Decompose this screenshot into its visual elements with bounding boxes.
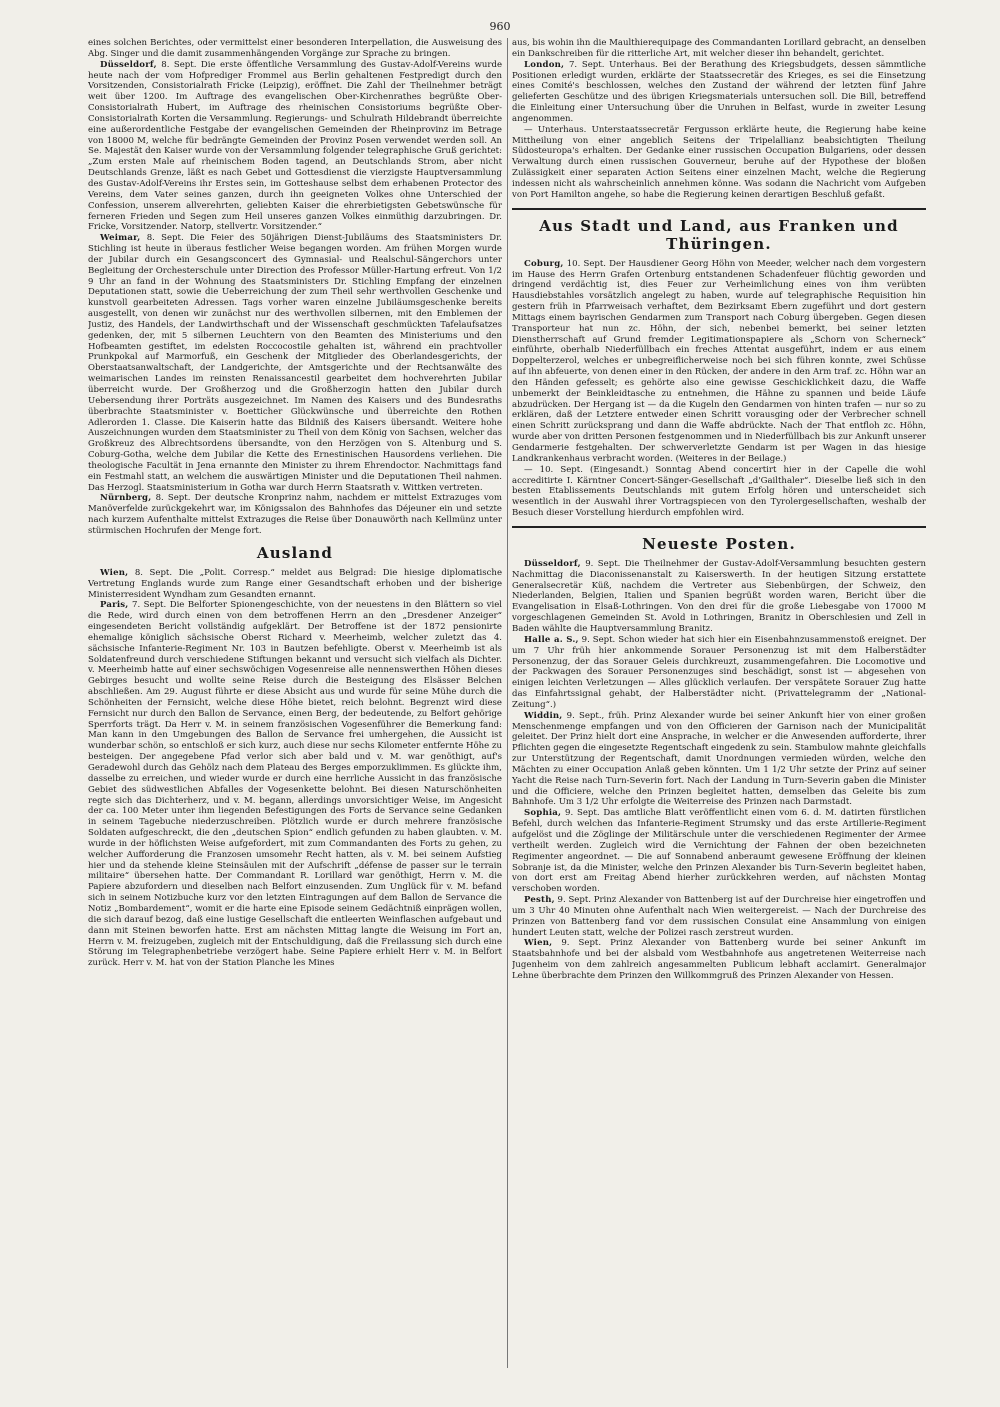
article-text: 7. Sept. Die Belforter Spionengeschichte, von der neuestens in den Blättern so viel die Rede, wird durch einen von dem betroffenen Herrn an den „Dresdener Anzeiger“ eingesendeten Bericht vollständig aufgeklärt. Der Betroffene ist der 1872 pensionirte ehemalige königlich sächsische Oberst Richard v. Meerheimb, welcher zuletzt das 4. sächsische Infanterie-Regiment Nr. 103 in Bautzen befehligte. Oberst v. Meerheimb ist als Soldatenfreund durch verschiedene Stiftungen bekannt und versucht sich vielfach als Dichter. v. Meerheimb hatte auf einer sechswöchigen Vogesenreise alle nennenswerthen Höhen dieses Gebirges besucht und wollte seine Reise durch die Besteigung des Elsässer Belchen abschließen. Am 29. August führte er diese Absicht aus und wurde für seine Mühe durch die Schönheiten der Fernsicht, welche diese Höhe bietet, reich belohnt. Begrenzt wird diese Fernsicht nur durch den Ballon de Servance, einen Berg, der bedeutende, zu Belfort gehörige Sperrforts trägt. Da Herr v. M. in seinem französischen Vogesenführer die Bemerkung fand: Man kann in den Umgebungen des Ballon de Servance frei umhergehen, die Aussicht ist wunderbar schön, so entschloß er sich kurz, auch diese nur sechs Kilometer entfernte Höhe zu besteigen. Der angegebene Pfad verlor sich aber bald und v. M. war genöthigt, auf's Geradewohl durch das Gehölz nach dem Plateau des Berges emporzuklimmen. Es glückte ihm, dasselbe zu erreichen, und wieder wurde er durch eine herrliche Aussicht in das französische Gebiet des südwestlichen Abfalles der Vogesenkette belohnt. Bei diesen Naturschönheiten regte sich das Dichterherz, und v. M. begann, allerdings unvorsichtiger Weise, im Angesicht der ca. 100 Meter unter ihm liegenden Befestigungen des Forts de Servance seine Gedanken in seinem Tagebuche niederzuschreiben. Plötzlich wurde er durch mehrere französische Soldaten aufgeschreckt, die den „deutschen Spion“ endlich gefunden zu haben glaubten. v. M. wurde in der höflichsten Weise aufgefordert, mit zum Commandanten des Forts zu gehen, zu welcher Aufforderung die Franzosen umsomehr Recht hatten, als v. M. bei seinem Aufstieg hier und da stehende kleine Steinsäulen mit der Aufschrift „défense de passer sur le terrain militaire“ übersehen hatte. Der Commandant R. Lorillard war genöthigt, Herrn v. M. die Papiere abzufordern und dieselben nach Belfort einzusenden. Zum Unglück für v. M. befand sich in seinem Notizbuche kurz vor den letzten Eintragungen auf dem Ballon de Servance die Notiz „Bombardement“, womit er die harte eine Episode seinem Gedächtniß einprägen wollen, die sich darauf bezog, daß eine lustige Gesellschaft die entleerten Weinflaschen aufgebaut und dann mit Steinen beworfen hatte. Erst am nächsten Mittag langte die Weisung im Fort an, Herrn v. M. freizugeben, zugleich mit der Entschuldigung, daß die Freilassung sich durch eine Störung im Telegraphenbetriebe verzögert habe. Seine Papiere erhielt Herr v. M. in Belfort zurück. Herr v. M. hat von der Station Planche les Mines: [88, 600, 502, 969]
article-wien: [88, 568, 502, 601]
section-rule: [512, 208, 926, 210]
article-duesseldorf: [88, 60, 502, 234]
article-text: 8. Sept. Die „Polit. Corresp.“ meldet aus Belgrad: Die hiesige diplomatische Vertretung Englands wurde zum Range einer Gesandtschaft erhoben und der bisherige Ministerresident Wyndham zum Gesandten ernannt.: [88, 567, 502, 600]
article-continuation: eines solchen Berichtes, oder vermittelst einer besonderen Interpellation, die Ausweisung des Abg. Singer und die damit zusammenhängenden Vorgänge zur Sprache zu bringen.: [88, 38, 502, 59]
right-column: [512, 38, 926, 1368]
dateline-place: Coburg,: [524, 258, 564, 269]
section-heading-neueste-posten: Neueste Posten.: [642, 534, 796, 553]
article-continuation: aus, bis wohin ihn die Maulthierequipage des Commandanten Lorillard gebracht, an denselben ein Dankschreiben für die ritterliche Art, mit welcher dieser ihn behandelt, gerichtet.: [512, 38, 926, 59]
dateline-place: Düsseldorf,: [100, 59, 157, 70]
dateline-place: Halle a. S.,: [524, 634, 579, 645]
article-text: 7. Sept. Unterhaus. Bei der Berathung des Kriegsbudgets, dessen sämmtliche Positionen erledigt wurden, erklärte der Staatssecretär des Krieges, es sei die Einsetzung eines Comité's beschlossen, welches den Zustand der während der letzten fünf Jahre gelieferten Geschütze und des übrigen Kriegsmaterials untersuchen soll. Die Bill, betreffend die Einleitung einer Untersuchung über die Unruhen in Belfast, wurde in zweiter Lesung angenommen.: [512, 59, 926, 124]
article-text: 8. Sept. Der deutsche Kronprinz nahm, nachdem er mittelst Extrazuges vom Manöverfelde zurückgekehrt war, im Königssalon des Bahnhofes das Déjeuner ein und setzte nach kurzem Aufenthalte mittelst Extrazuges die Reise über Donauwörth nach Kellmünz unter stürmischen Hochrufen der Menge fort.: [88, 493, 502, 536]
article-text: 8. Sept. Die erste öffentliche Versammlung des Gustav-Adolf-Vereins wurde heute nach der vom Hofprediger Frommel aus Berlin gehaltenen Festpredigt durch den Vorsitzenden, Consistorialrath Fricke (Leipzig), eröffnet. Die Zahl der Theilnehmer beträgt weit über 1200. Im Auftrage des evangelischen Ober-Kirchenrathes begrüßte Ober-Consistorialrath Hubert, im Auftrage des rheinischen Consistoriums begrüßte Ober-Consistorialrath Korten die Versammlung. Regierungs- und Schulrath Hildebrandt überreichte eine außerordentliche Festgabe der evangelischen Gemeinden der Rheinprovinz im Betrage von 18000 M, welche für bedrängte Gemeinden der Provinz Posen verwendet werden soll. An Se. Majestät den Kaiser wurde von der Versammlung folgender telegraphische Gruß gerichtet: „Zum ersten Male auf rheinischem Boden tagend, an Deutschlands Strom, aber nicht Deutschlands Grenze, läßt es nach Gebet und Gottesdienst die vierzigste Hauptversammlung des Gustav-Adolf-Vereins ihr Erstes sein, im Gotteshause selbst dem erhabenen Protector des Vereins, dem Vater seines ganzen, durch ihn geeigneten Volkes ohne Unterschied der Confession, unserem allverehrten, geliebten Kaiser die ehrerbietigsten Gebetswünsche für ferneren Frieden und Segen zum Heil unseres ganzen Volkes einmüthig darzubringen. Dr. Fricke, Vorsitzender. Natorp, stellvertr. Vorsitzender.“: [88, 59, 502, 233]
article-coburg-concert: — 10. Sept. (Eingesandt.) Sonntag Abend concertirt hier in der Capelle die wohl accreditirte I. Kärntner Concert-Sänger-Gesellschaft „d'Gailthaler“. Dieselbe ließ sich in den besten Etablissements Deutschlands mit gutem Erfolg hören und unterscheidet sich wesentlich in der Auswahl ihrer Vortragspiecen von den Tyrolergesellschaften, weshalb der Besuch dieser Vorstellung hierdurch empfohlen wird.: [512, 464, 926, 519]
article-sophia: [512, 808, 926, 895]
column-divider: [507, 38, 508, 1368]
dateline-place: Sophia,: [524, 808, 562, 819]
dateline-place: Wien,: [524, 938, 553, 949]
page-number: 960: [489, 20, 511, 33]
article-text: 9. Sept. Prinz Alexander von Battenberg ist auf der Durchreise hier eingetroffen und um 3 Uhr 40 Minuten ohne Aufenthalt nach Wien weitergereist. — Nach der Durchreise des Prinzen von Battenberg fand vor dem russischen Consulat eine Ansammlung von einigen hundert Leuten statt, welche der Polizei rasch zerstreut wurden.: [512, 895, 926, 938]
article-widdin: [512, 711, 926, 809]
dateline-place: Nürnberg,: [100, 493, 152, 504]
article-text: 8. Sept. Die Feier des 50jährigen Dienst-Jubiläums des Staatsministers Dr. Stichling ist heute in überaus festlicher Weise begangen worden. Am frühen Morgen wurde der Jubilar durch ein Gesangsconcert des Gymnasial- und Realschul-Sängerchors unter Begleitung der Orchesterschule unter Direction des Professor Müller-Hartung erfreut. Von 1/2 9 Uhr an fand in der Wohnung des Staatsministers Dr. Stichling Empfang der einzelnen Deputationen statt, sowie die Ueberreichung der zum Theil sehr werthvollen Geschenke und kunstvoll gearbeiteten Adressen. Tags vorher waren einzelne Jubiläumsgeschenke bereits ausgestellt, von denen wir zunächst nur des werthvollen silbernen, mit den Emblemen der Justiz, des Handels, der Landwirthschaft und der Wissenschaft geschmückten Tafelaufsatzes gedenken, der, mit 5 silbernen Leuchtern von den Beamten des Ministeriums und den Hofbeamten gestiftet, im edelsten Roccocostile gehalten ist, während ein prachtvoller Prunkpokal auf Marmorfuß, ein Geschenk der Mitglieder des Oberlandesgerichts, der Oberstaatsanwaltschaft, der Landgerichte, der Amtsgerichte und der Rechtsanwälte des weimarischen Landes im reinsten Renaissancestil gearbeitet dem hochverehrten Jubilar überreicht wurde. Der Großherzog und die Großherzogin hatten den Jubilar durch Uebersendung ihrer Porträts ausgezeichnet. Im Namen des Kaisers und des Bundesraths überbrachte Staatsminister v. Boetticher Glückwünsche und überreichte den Rothen Adlerorden 1. Classe. Die Kaiserin hatte das Bildniß des Kaisers übersandt. Weitere hohe Auszeichnungen wurden dem Staatsminister zu Theil von dem König von Sachsen, welcher das Großkreuz des Albrechtsordens übersandte, von den Herzögen von S. Altenburg und S. Coburg-Gotha, welche dem Jubilar die Kette des Ernestinischen Hausordens verliehen. Die theologische Facultät in Jena ernannte den Minister zu ihrem Ehrendoctor. Nachmittags fand ein Festmahl statt, an welchem die auswärtigen Minister und die Deputationen Theil nahmen. Das Herzogl. Staatsministerium in Gotha war durch Herrn Staatsrath v. Wittken vertreten.: [88, 233, 502, 493]
article-unterhaus: — Unterhaus. Unterstaatssecretär Fergusson erklärte heute, die Regierung habe keine Mittheilung von einer angeblich Seitens der Tripelallianz beabsichtigten Theilung Südosteuropa's erhalten. Der Gedanke einer russischen Occupation Bulgariens, oder dessen Verwaltung durch einen russischen Gouverneur, beruhe auf der Hypothese der bloßen Zulässigkeit einer separaten Action Seitens einer einzelnen Macht, welche die Regierung indessen nicht als wahrscheinlich annehmen könne. Was sodann die Nachricht vom Aufgeben von Port Hamilton angehe, so habe die Regierung keinen derartigen Beschluß gefaßt.: [512, 124, 926, 200]
dateline-place: Weimar,: [100, 233, 141, 244]
dateline-place: Wien,: [100, 567, 129, 578]
section-rule: [512, 526, 926, 528]
article-paris: [88, 600, 502, 969]
article-weimar: [88, 233, 502, 493]
dateline-place: London,: [524, 59, 565, 70]
article-wien-2: [512, 938, 926, 981]
article-text: 9. Sept. Schon wieder hat sich hier ein Eisenbahnzusammenstoß ereignet. Der um 7 Uhr früh hier ankommende Sorauer Personenzug ist mit dem Halberstädter Personenzug, der das Sorauer Geleis durchkreuzt, zusammengefahren. Die Locomotive und der Packwagen des Sorauer Personenzuges sind beschädigt, sonst ist — abgesehen von einigen leichten Verletzungen — Alles glücklich verlaufen. Der verspätete Sorauer Zug hatte das Einfahrtssignal gehabt, der Halberstädter nicht. (Privattelegramm der „National-Zeitung“.): [512, 634, 926, 710]
article-text: 9. Sept. Die Theilnehmer der Gustav-Adolf-Versammlung besuchten gestern Nachmittag die Diaconissenanstalt zu Kaiserswerth. In der heutigen Sitzung erstattete Generalsecretär Küß, nachdem die Vertreter aus Siebenbürgen, der Schweiz, den Niederlanden, Belgien, Italien und Spanien begrüßt worden waren, Bericht über die Evangelisation in Elsaß-Lothringen. Von den drei für die große Liebesgabe von 17000 M vorgeschlagenen Gemeinden St. Avold in Lothringen, Branitz in Oberschlesien und Zell in Baden wählte die Hauptversammlung Branitz.: [512, 558, 926, 634]
article-text: 10. Sept. Der Hausdiener Georg Höhn von Meeder, welcher nach dem vorgestern im Hause des Herrn Grafen Ortenburg entstandenen Schadenfeuer flüchtig geworden und dringend verdächtig ist, dies Feuer zur Verheimlichung eines von ihm verübten Hausdiebstahles vorsätzlich angelegt zu haben, wurde auf telegraphische Requisition hin gestern früh in Pfarrweisach verhaftet, dem Bezirksamt Ebern zugeführt und dort gestern Mittags einem bayrischen Gendarmen zum Transport nach Coburg übergeben. Gegen diesen Transporteur hat nun zc. Höhn, der sich, nebenbei bemerkt, bei seiner letzten Dienstherrschaft auf Grund fremder Legitimationspapiere als „Schorn von Scherneck“ einführte, oberhalb Niederfüllbach ein freches Attentat ausgeführt, indem er aus einem Doppelterzerol, welches er unbegreiflicherweise noch bei sich führen konnte, zwei Schüsse auf ihn abfeuerte, von denen einer in den Rücken, der andere in den Arm traf. zc. Höhn war an den Händen gefesselt; es gehörte also eine gewisse Geschicklichkeit dazu, die Waffe unbemerkt der Beinkleidtasche zu entnehmen, die Hähne zu spannen und beide Läufe abzudrücken. Der Hergang ist — da die Kugeln den Gendarmen von hinten trafen — nur so zu erklären, daß der Letztere entweder einen Schritt vorausging oder der Verbrecher schnell einen Schritt zurücksprang und dann die Waffe abdrückte. Nach der That entfloh zc. Höhn, wurde aber von dritten Personen festgenommen und in Niederfüllbach bis zur Ankunft unserer Gendarmerie festgehalten. Der schwerverletzte Gendarm ist per Wagen in das hiesige Landkrankenhaus verbracht worden. (Weiteres in der Beilage.): [512, 258, 926, 464]
article-coburg: [512, 259, 926, 465]
dateline-place: Pesth,: [524, 895, 555, 906]
left-column: [88, 38, 502, 1368]
article-nuernberg: [88, 493, 502, 536]
article-text: 9. Sept., früh. Prinz Alexander wurde bei seiner Ankunft hier von einer großen Menschenmenge empfangen und von den Officieren der Garnison nach der Municipalität geleitet. Der Prinz hielt dort eine Ansprache, in welcher er die Anwesenden aufforderte, ihrer Pflichten gegen die eingesetzte Regentschaft eingedenk zu sein. Stambulow mahnte gleichfalls zur Unterstützung der Regentschaft, damit Unordnungen vermieden würden, welche den Mächten zu einer Occupation Anlaß geben könnten. Um 1 1/2 Uhr setzte der Prinz auf seiner Yacht die Reise nach Turn-Severin fort. Nach der Landung in Turn-Severin gaben die Minister und die Officiere, welche den Prinzen begleitet hatten, demselben das Geleite bis zum Bahnhofe. Um 3 1/2 Uhr erfolgte die Weiterreise des Prinzen nach Darmstadt.: [512, 710, 926, 808]
article-text: 9. Sept. Prinz Alexander von Battenberg wurde bei seiner Ankunft im Staatsbahnhofe und bei der alsbald vom Westbahnhofe aus angetretenen Weiterreise nach Jugenheim von dem zahlreich angesammelten Publicum lebhaft acclamirt. Generalmajor Lehne überbrachte dem Prinzen den Willkommgruß des Prinzen Alexander von Hessen.: [512, 938, 926, 981]
article-pesth: [512, 895, 926, 938]
dateline-place: Düsseldorf,: [524, 558, 581, 569]
article-london: [512, 60, 926, 125]
section-heading-stadt-und-land: Aus Stadt und Land, aus Franken und Thüringen.: [539, 216, 899, 253]
article-halle: [512, 635, 926, 711]
article-duesseldorf-2: [512, 559, 926, 635]
section-heading-ausland: Ausland: [256, 543, 334, 562]
dateline-place: Widdin,: [524, 710, 563, 721]
dateline-place: Paris,: [100, 600, 129, 611]
article-text: 9. Sept. Das amtliche Blatt veröffentlicht einen vom 6. d. M. datirten fürstlichen Befehl, durch welchen das Infanterie-Regiment Strumsky und das erste Artillerie-Regiment aufgelöst und die Zöglinge der Militärschule unter die verschiedenen Regimenter der Armee vertheilt werden. Zugleich wird die Vernichtung der Fahnen der oben bezeichneten Regimenter angeordnet. — Die auf Sonnabend anberaumt gewesene Eröffnung der kleinen Sobranje ist, da die Minister, welche den Prinzen Alexander bis Turn-Severin begleitet haben, von dort erst am Freitag Abend hierher zurückkehren werden, auf nächsten Montag verschoben worden.: [512, 808, 926, 895]
